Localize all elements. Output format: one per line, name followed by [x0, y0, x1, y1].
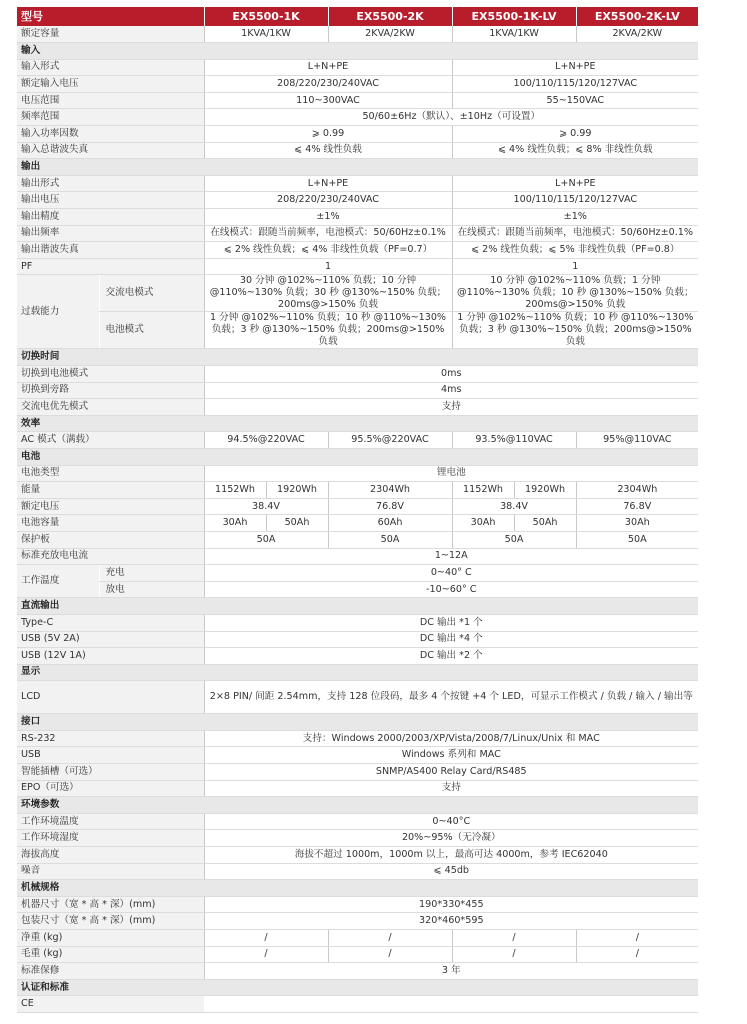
- value-cell: 76.8V: [576, 498, 698, 515]
- value-cell: L+N+PE: [204, 59, 452, 76]
- value-cell: /: [204, 930, 328, 947]
- section-title: 机械规格: [17, 880, 698, 897]
- spec-sheet: [17, 7, 698, 1013]
- value-cell: 30Ah: [452, 515, 514, 532]
- value-cell: 60Ah: [328, 515, 452, 532]
- table-row: [17, 631, 698, 648]
- value-cell: 208/220/230/240VAC: [204, 192, 452, 209]
- table-row: [17, 242, 698, 259]
- model-name: EX5500-1K-LV: [452, 7, 576, 26]
- value-cell: 在线模式：跟随当前频率，电池模式：50/60Hz±0.1%: [452, 225, 698, 242]
- table-row: [17, 399, 698, 416]
- value-cell: -10~60° C: [204, 581, 698, 598]
- row-label: 输出精度: [17, 209, 204, 226]
- row-label: 毛重 (kg): [17, 946, 204, 963]
- value-cell: 50Ah: [266, 515, 328, 532]
- value-cell: DC 输出 *1 个: [204, 614, 698, 631]
- row-label: 额定电压: [17, 498, 204, 515]
- value-cell: ⩽ 4% 线性负载；⩽ 8% 非线性负载: [452, 142, 698, 159]
- value-cell: 1 分钟 @102%~110% 负载；10 秒 @110%~130% 负载；3 秒 @130%~150% 负载；200ms@>150% 负载: [452, 312, 698, 349]
- row-label: CE: [17, 996, 204, 1013]
- row-label: 输入总谐波失真: [17, 142, 204, 159]
- row-label: PF: [17, 258, 204, 275]
- value-cell: /: [576, 930, 698, 947]
- value-cell: ⩾ 0.99: [452, 126, 698, 143]
- value-cell: 1152Wh: [452, 482, 514, 499]
- section-title: 切换时间: [17, 349, 698, 366]
- value-cell: 320*460*595: [204, 913, 698, 930]
- value-cell: ⩽ 45db: [204, 863, 698, 880]
- table-row: [17, 126, 698, 143]
- value-cell: DC 输出 *4 个: [204, 631, 698, 648]
- row-label: 机器尺寸（宽 * 高 * 深）(mm): [17, 896, 204, 913]
- value-cell: SNMP/AS400 Relay Card/RS485: [204, 764, 698, 781]
- table-row: [17, 531, 698, 548]
- row-label: 净重 (kg): [17, 930, 204, 947]
- value-cell: 30 分钟 @102%~110% 负载；10 分钟 @110%~130% 负载；30 秒 @130%~150% 负载；200ms@>150% 负载: [204, 275, 452, 312]
- value-cell: 支持: [204, 399, 698, 416]
- value-cell: 锂电池: [204, 465, 698, 482]
- row-label: USB (5V 2A): [17, 631, 204, 648]
- value-cell: ⩽ 2% 线性负载；⩽ 4% 非线性负载（PF=0.7）: [204, 242, 452, 259]
- table-row: [17, 515, 698, 532]
- value-cell: 0ms: [204, 366, 698, 383]
- value-cell: 50A: [576, 531, 698, 548]
- table-row: [17, 648, 698, 665]
- table-row: [17, 312, 698, 349]
- value-cell: 1920Wh: [266, 482, 328, 499]
- value-cell: /: [452, 946, 576, 963]
- model-name: EX5500-1K: [204, 7, 328, 26]
- section-header-row: [17, 43, 698, 60]
- value-cell: 55~150VAC: [452, 92, 698, 109]
- row-label: RS-232: [17, 730, 204, 747]
- table-row: [17, 275, 698, 312]
- value-cell: /: [204, 946, 328, 963]
- section-title: 效率: [17, 415, 698, 432]
- section-header-row: [17, 598, 698, 615]
- value-cell: 0~40°C: [204, 813, 698, 830]
- table-row: [17, 913, 698, 930]
- section-header-row: [17, 664, 698, 681]
- value-cell: 0~40° C: [204, 565, 698, 582]
- value-cell: DC 输出 *2 个: [204, 648, 698, 665]
- row-label: 过载能力: [17, 275, 99, 349]
- value-cell: Windows 系列和 MAC: [204, 747, 698, 764]
- table-row: [17, 614, 698, 631]
- table-row: [17, 996, 698, 1013]
- row-label: 包装尺寸（宽 * 高 * 深）(mm): [17, 913, 204, 930]
- value-cell: 20%~95%（无冷凝）: [204, 830, 698, 847]
- row-label: 噪音: [17, 863, 204, 880]
- table-row: [17, 548, 698, 565]
- value-cell: 50A: [204, 531, 328, 548]
- value-cell: L+N+PE: [204, 175, 452, 192]
- value-cell: 38.4V: [204, 498, 328, 515]
- value-cell: 95%@110VAC: [576, 432, 698, 449]
- section-header-row: [17, 714, 698, 731]
- row-label: 工作环境湿度: [17, 830, 204, 847]
- model-label: 型号: [17, 7, 204, 26]
- row-label: 能量: [17, 482, 204, 499]
- table-row: [17, 26, 698, 43]
- value-cell: 1: [204, 258, 452, 275]
- value-cell: 1KVA/1KW: [452, 26, 576, 43]
- section-title: 认证和标准: [17, 979, 698, 996]
- table-row: [17, 175, 698, 192]
- value-cell: 1 分钟 @102%~110% 负载；10 秒 @110%~130% 负载；3 秒 @130%~150% 负载；200ms@>150% 负载: [204, 312, 452, 349]
- table-row: [17, 930, 698, 947]
- row-label: 标准充放电电流: [17, 548, 204, 565]
- value-cell: 2304Wh: [328, 482, 452, 499]
- table-row: [17, 963, 698, 980]
- value-cell: 1KVA/1KW: [204, 26, 328, 43]
- table-row: [17, 780, 698, 797]
- table-row: [17, 730, 698, 747]
- table-row: [17, 813, 698, 830]
- value-cell: 2KVA/2KW: [576, 26, 698, 43]
- row-label: EPO（可选）: [17, 780, 204, 797]
- value-cell: 2304Wh: [576, 482, 698, 499]
- value-cell: 3 年: [204, 963, 698, 980]
- row-label: 标准保修: [17, 963, 204, 980]
- value-cell: 50Ah: [514, 515, 576, 532]
- section-header-row: [17, 880, 698, 897]
- table-row: [17, 366, 698, 383]
- row-sublabel: 电池模式: [99, 312, 204, 349]
- value-cell: 100/110/115/120/127VAC: [452, 192, 698, 209]
- value-cell: /: [328, 946, 452, 963]
- row-label: 切换到电池模式: [17, 366, 204, 383]
- table-row: [17, 863, 698, 880]
- value-cell: 38.4V: [452, 498, 576, 515]
- table-row: [17, 830, 698, 847]
- section-header-row: [17, 349, 698, 366]
- section-header-row: [17, 415, 698, 432]
- value-cell: 2×8 PIN/ 间距 2.54mm，支持 128 位段码，最多 4 个按键 +4 个 LED，可显示工作模式 / 负载 / 输入 / 输出等: [204, 681, 698, 714]
- value-cell: 30Ah: [204, 515, 266, 532]
- value-cell: 76.8V: [328, 498, 452, 515]
- row-label: 输入形式: [17, 59, 204, 76]
- spec-table: [17, 7, 698, 1013]
- table-row: [17, 59, 698, 76]
- value-cell: 94.5%@220VAC: [204, 432, 328, 449]
- row-sublabel: 放电: [99, 581, 204, 598]
- row-label: 电池容量: [17, 515, 204, 532]
- row-label: 海拔高度: [17, 847, 204, 864]
- section-header-row: [17, 797, 698, 814]
- value-cell: ⩽ 2% 线性负载；⩽ 5% 非线性负载（PF=0.8）: [452, 242, 698, 259]
- row-label: 输入功率因数: [17, 126, 204, 143]
- row-label: Type-C: [17, 614, 204, 631]
- row-label: AC 模式（满载）: [17, 432, 204, 449]
- value-cell: 2KVA/2KW: [328, 26, 452, 43]
- row-label: 电池类型: [17, 465, 204, 482]
- row-label: 工作温度: [17, 565, 99, 598]
- row-label: 输出频率: [17, 225, 204, 242]
- table-row: [17, 581, 698, 598]
- value-cell: 50/60±6Hz（默认）、±10Hz（可设置）: [204, 109, 698, 126]
- row-label: 保护板: [17, 531, 204, 548]
- table-row: [17, 681, 698, 714]
- row-label: 电压范围: [17, 92, 204, 109]
- table-row: [17, 209, 698, 226]
- row-label: 输出电压: [17, 192, 204, 209]
- value-cell: ⩽ 4% 线性负载: [204, 142, 452, 159]
- value-cell: 支持：Windows 2000/2003/XP/Vista/2008/7/Linux/Unix 和 MAC: [204, 730, 698, 747]
- row-sublabel: 交流电模式: [99, 275, 204, 312]
- table-row: [17, 498, 698, 515]
- value-cell: 支持: [204, 780, 698, 797]
- value-cell: /: [576, 946, 698, 963]
- table-row: [17, 946, 698, 963]
- value-cell: 95.5%@220VAC: [328, 432, 452, 449]
- table-row: [17, 896, 698, 913]
- model-name: EX5500-2K-LV: [576, 7, 698, 26]
- value-cell: /: [328, 930, 452, 947]
- table-row: [17, 747, 698, 764]
- row-label: 输出谐波失真: [17, 242, 204, 259]
- spec-body: [17, 26, 698, 1012]
- value-cell: 1~12A: [204, 548, 698, 565]
- model-name: EX5500-2K: [328, 7, 452, 26]
- section-title: 显示: [17, 664, 698, 681]
- table-row: [17, 192, 698, 209]
- value-cell: 1152Wh: [204, 482, 266, 499]
- row-label: LCD: [17, 681, 204, 714]
- value-cell: 1920Wh: [514, 482, 576, 499]
- section-title: 直流输出: [17, 598, 698, 615]
- section-title: 输入: [17, 43, 698, 60]
- value-cell: L+N+PE: [452, 175, 698, 192]
- value-cell: /: [452, 930, 576, 947]
- section-title: 环境参数: [17, 797, 698, 814]
- value-cell: 50A: [452, 531, 576, 548]
- value-cell: 208/220/230/240VAC: [204, 76, 452, 93]
- table-row: [17, 225, 698, 242]
- row-label: 频率范围: [17, 109, 204, 126]
- header-row: [17, 7, 698, 26]
- value-cell: 93.5%@110VAC: [452, 432, 576, 449]
- value-cell: L+N+PE: [452, 59, 698, 76]
- value-cell: ±1%: [452, 209, 698, 226]
- value-cell: 10 分钟 @102%~110% 负载；1 分钟 @110%~130% 负载；10 秒 @130%~150% 负载；200ms@>150% 负载: [452, 275, 698, 312]
- empty-cell: [204, 996, 698, 1013]
- table-row: [17, 109, 698, 126]
- value-cell: ±1%: [204, 209, 452, 226]
- row-label: 输出形式: [17, 175, 204, 192]
- row-label: 额定容量: [17, 26, 204, 43]
- section-header-row: [17, 159, 698, 176]
- table-row: [17, 565, 698, 582]
- value-cell: 4ms: [204, 382, 698, 399]
- value-cell: 在线模式：跟随当前频率，电池模式：50/60Hz±0.1%: [204, 225, 452, 242]
- row-label: 智能插槽（可选）: [17, 764, 204, 781]
- value-cell: 1: [452, 258, 698, 275]
- table-row: [17, 142, 698, 159]
- row-label: 工作环境温度: [17, 813, 204, 830]
- value-cell: 海拔不超过 1000m，1000m 以上，最高可达 4000m，参考 IEC62040: [204, 847, 698, 864]
- table-row: [17, 432, 698, 449]
- table-row: [17, 482, 698, 499]
- value-cell: 30Ah: [576, 515, 698, 532]
- value-cell: 110~300VAC: [204, 92, 452, 109]
- section-title: 输出: [17, 159, 698, 176]
- value-cell: 50A: [328, 531, 452, 548]
- section-header-row: [17, 448, 698, 465]
- row-label: USB: [17, 747, 204, 764]
- row-label: 切换到旁路: [17, 382, 204, 399]
- table-row: [17, 465, 698, 482]
- value-cell: 100/110/115/120/127VAC: [452, 76, 698, 93]
- row-label: 交流电优先模式: [17, 399, 204, 416]
- section-title: 电池: [17, 448, 698, 465]
- value-cell: ⩾ 0.99: [204, 126, 452, 143]
- table-row: [17, 764, 698, 781]
- table-row: [17, 92, 698, 109]
- section-header-row: [17, 979, 698, 996]
- table-row: [17, 382, 698, 399]
- table-row: [17, 847, 698, 864]
- section-title: 接口: [17, 714, 698, 731]
- value-cell: 190*330*455: [204, 896, 698, 913]
- row-label: 额定输入电压: [17, 76, 204, 93]
- table-row: [17, 76, 698, 93]
- table-row: [17, 258, 698, 275]
- row-sublabel: 充电: [99, 565, 204, 582]
- row-label: USB (12V 1A): [17, 648, 204, 665]
